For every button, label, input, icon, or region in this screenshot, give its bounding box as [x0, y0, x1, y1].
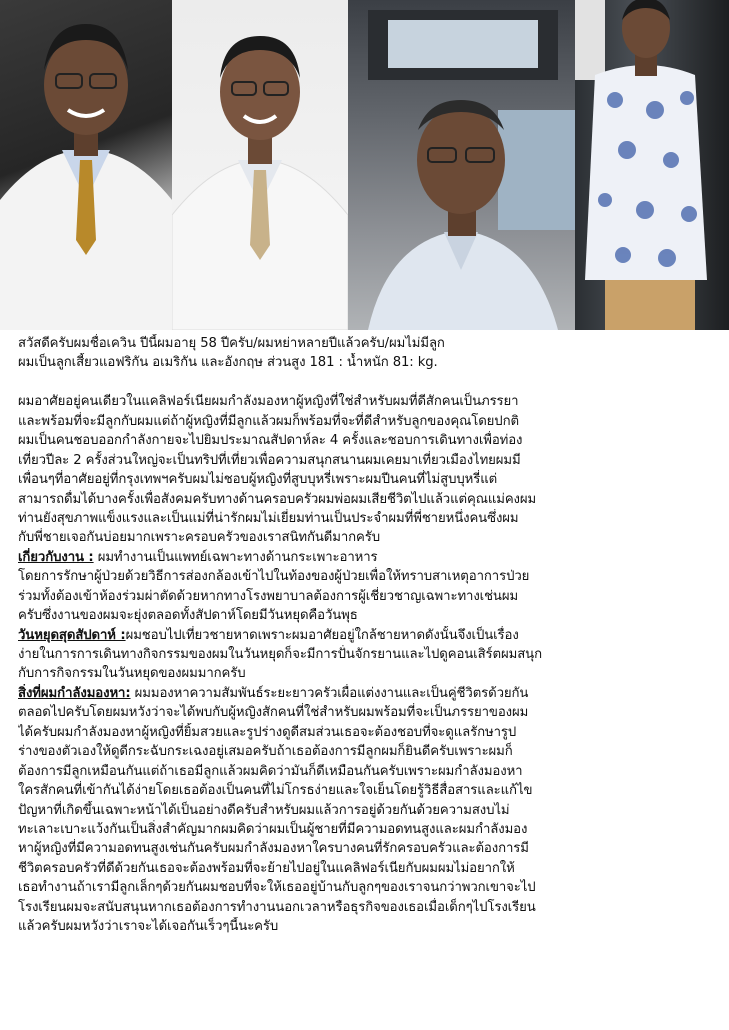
- seeking-line: ตลอดไปครับโดยผมหวังว่าจะได้พบกับผู้หญิงสักคนที่ใช่สำหรับผมพร้อมที่จะเป็นภรรยาของผม: [18, 705, 529, 721]
- seeking-line: หาผู้หญิงที่มีความอดทนสูงเช่นกันครับผมกำลังมองหาใครบางคนที่รักครอบครัวและต้องการมี: [18, 841, 529, 857]
- weekend-first-line: [18, 626, 718, 645]
- paisley-shirt-image: [575, 0, 729, 330]
- about-line: ผมอาศัยอยู่คนเดียวในแคลิฟอร์เนียผมกำลังมองหาผู้หญิงที่ใช่สำหรับผมที่ดีสักคนเป็นภรรยา: [18, 394, 519, 410]
- seeking-line: แล้วครับผมหวังว่าเราจะได้เจอกันเร็วๆนี้นะครับ: [18, 919, 279, 935]
- seeking-line: ใครสักคนที่เข้ากันได้ง่ายโดยเธอต้องเป็นคนที่ไม่โกรธง่ายและใจเย็นโดยรู้วิธีสื่อสารและแก้ไข: [18, 783, 533, 799]
- about-line: เพื่อนๆที่อาศัยอยู่ที่กรุงเทพฯครับผมไม่ชอบผู้หญิงที่สูบบุหรี่เพราะผมปีนคนที่ไม่สูบบุหรี่แต่: [18, 472, 498, 488]
- weekend-heading: วันหยุดสุดสัปดาห์ :: [18, 627, 126, 643]
- car-selfie-image: [348, 0, 575, 330]
- seeking-line: โรงเรียนผมจะสนับสนุนหากเธอต้องการทำงานนอกเวลาหรือธุรกิจของเธอเมื่อเด็กๆไปโรงเรียน: [18, 899, 536, 915]
- seeking-first-text: ผมมองหาความสัมพันธ์ระยะยาวครัวเผื่อแต่งงานและเป็นคู่ชีวิตรด้วยกัน: [130, 685, 529, 701]
- about-line: เที่ยวปีละ 2 ครั้งส่วนใหญ่จะเป็นทริปที่เที่ยวเพื่อความสนุกสนานผมเคยมาเที่ยวเมืองไทยผมมี: [18, 452, 521, 468]
- about-line: ท่านยังสุขภาพแข็งแรงและเป็นแม่ที่น่ารักผมไม่เยี่ยมท่านเป็นประจำผมที่พี่ชายหนึ่งคนซึ่งผม: [18, 510, 519, 526]
- profile-text: [18, 334, 718, 937]
- weekend-line: ง่ายในการการเดินทางกิจกรรมของผมในวันหยุดก็จะมีการปั่นจักรยานและไปดูคอนเสิร์ตผมสนุก: [18, 647, 542, 662]
- work-line: ครับซึ่งงานของผมจะยุ่งตลอดทั้งสัปดาห์โดยมีวันหยุดคือวันพุธ: [18, 608, 358, 624]
- photo-doctor-portrait-2: [172, 0, 348, 330]
- seeking-line: ปัญหาที่เกิดขึ้นเฉพาะหน้าได้เป็นอย่างดีครับสำหรับผมแล้วการอยู่ด้วยกันด้วยความสงบไม่: [18, 802, 510, 818]
- about-line: กับพี่ชายเจอกันบ่อยมากเพราะครอบครัวของเราสนิทกันดีมากครับ: [18, 530, 381, 546]
- seeking-first-line: [18, 684, 718, 703]
- seeking-line: เธอทำงานถ้าเรามีลูกเล็กๆด้วยกันผมชอบที่จะให้เธออยู่บ้านกับลูกๆของเราจนกว่าพวกเขาจะไป: [18, 880, 536, 896]
- work-line: โดยการรักษาผู้ป่วยด้วยวิธีการส่องกล้องเข้าไปในท้องของผู้ป่วยเพื่อให้ทราบสาเหตุอาการป่วย: [18, 569, 530, 585]
- seeking-line: ทะเลาะเบาะแว้งกันเป็นสิ่งสำคัญมากผมคิดว่าผมเป็นผู้ชายที่มีความอดทนสูงและผมกำลังมอง: [18, 821, 528, 837]
- photo-car-selfie: [348, 0, 575, 330]
- seeking-line: ชีวิตครอบครัวที่ดีด้วยกันเธอจะต้องพร้อมที่จะย้ายไปอยู่ในแคลิฟอร์เนียกับผมผมไม่อยากให้: [18, 860, 515, 876]
- intro-line: สวัสดีครับผมชื่อเควิน ปีนี้ผมอายุ 58 ปีครับ/ผมหย่าหลายปีแล้วครับ/ผมไม่มีลูก: [18, 336, 445, 351]
- about-line: และพร้อมที่จะมีลูกกับผมแต่ถ้าผู้หญิงที่มีลูกแล้วผมก็พร้อมที่จะที่ดีสำหรับลูกของคุณโดยปกติ: [18, 413, 519, 429]
- seeking-line: ต้องการมีลูกเหมือนกันแต่ถ้าเธอมีลูกแล้วผมคิดว่ามันก็ดีเหมือนกันครับเพราะผมกำลังมองหา: [18, 763, 523, 779]
- weekend-first-text: ผมชอบไปเที่ยวชายหาดเพราะผมอาศัยอยู่ใกล้ชายหาดดังนั้นจึงเป็นเรื่อง: [125, 627, 519, 643]
- weekend-line: กับการกิจกรรมในวันหยุดของผมมากครับ: [18, 666, 246, 682]
- doctor-portrait-1-image: [0, 0, 172, 330]
- photo-strip: [0, 0, 729, 330]
- seeking-line: ได้ครับผมกำลังมองหาผู้หญิงที่ยิ้มสวยและรูปร่างดูดีสมส่วนเธอจะต้องชอบที่จะดูแลรักษารูป: [18, 724, 517, 740]
- spacer: [18, 373, 718, 392]
- photo-paisley-shirt: [575, 0, 729, 330]
- seeking-heading: สิ่งที่ผมกำลังมองหา:: [18, 685, 131, 701]
- doctor-portrait-2-image: [172, 0, 348, 330]
- work-line: ร่วมทั้งต้องเข้าห้องร่วมผ่าตัดด้วยหากทางโรงพยาบาลต้องการผู้เชี่ยวชาญเฉพาะทางเช่นผม: [18, 588, 519, 604]
- work-first-text: ผมทำงานเป็นแพทย์เฉพาะทางด้านกระเพาะอาหาร: [93, 549, 378, 565]
- work-heading: เกี่ยวกับงาน :: [18, 549, 94, 565]
- seeking-line: ร่างของตัวเองให้ดูดีกระฉับกระเฉงอยู่เสมอครับถ้าเธอต้องการมีลูกผมก็ยินดีครับเพราะผมก็: [18, 744, 513, 760]
- about-line: ผมเป็นคนชอบออกกำลังกายจะไปยิมประมาณสัปดาห์ละ 4 ครั้งและชอบการเดินทางเพื่อท่อง: [18, 433, 523, 449]
- intro-line: ผมเป็นลูกเสี้ยวแอฟริกัน อเมริกัน และอังกฤษ ส่วนสูง 181 : น้ำหนัก 81: kg.: [18, 355, 438, 371]
- photo-doctor-portrait-1: [0, 0, 172, 330]
- work-first-line: [18, 548, 718, 567]
- about-line: สามารถดื่มได้บางครั้งเพื่อสังคมครับทางด้านครอบครัวผมพ่อผมเสียชีวิตไปแล้วแต่คุณแม่คงผม: [18, 491, 537, 507]
